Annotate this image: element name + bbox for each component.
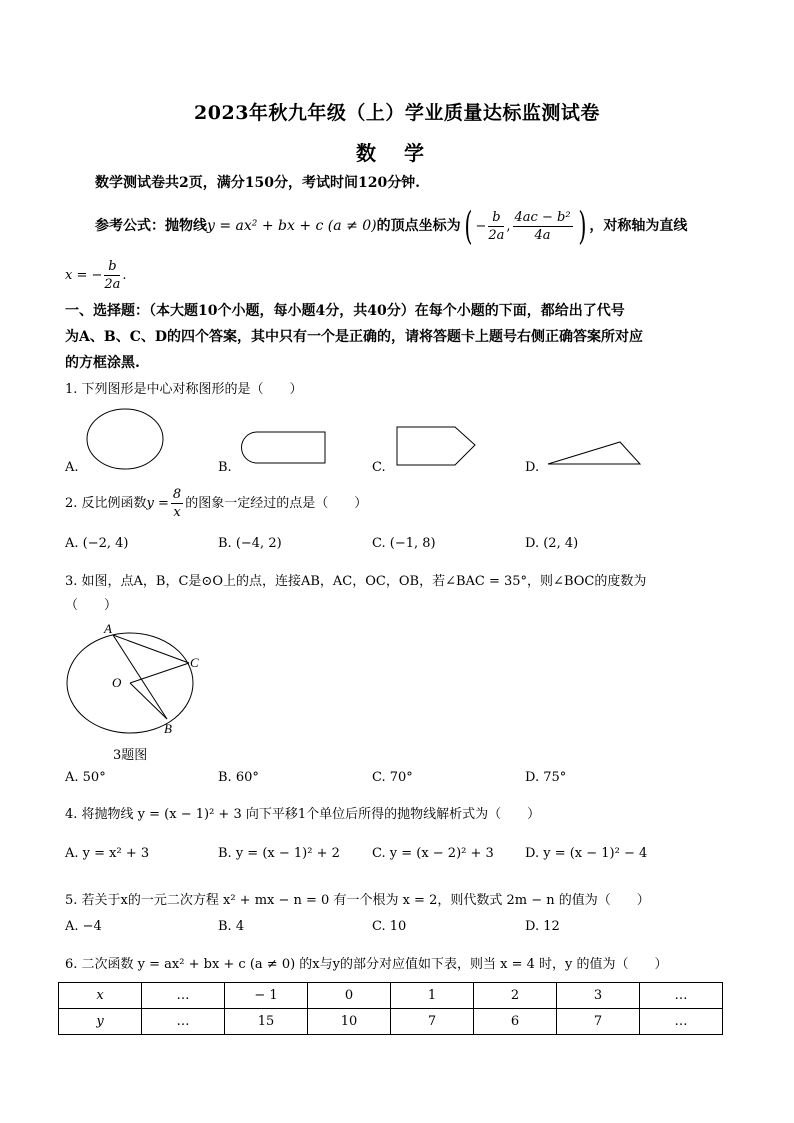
label-b: B (164, 721, 172, 736)
table-cell: 7 (391, 1009, 474, 1035)
q5-option-b: B. 4 (218, 919, 245, 934)
table-cell: … (640, 983, 723, 1009)
q4-option-b: B. y = (x − 1)² + 2 (218, 846, 340, 861)
table-cell: 15 (225, 1009, 308, 1035)
reference-formula: 参考公式：抛物线y = ax² + bx + c (a ≠ 0)的顶点坐标为( − $\frac{b}{2a}$ , $\frac{\text{4ac − b²}}{4a}$ ) ，对称轴为直线 (95, 204, 688, 248)
table-cell: … (142, 1009, 225, 1035)
q4-option-c: C. y = (x − 2)² + 3 (372, 846, 494, 861)
q1-option-b: B. (218, 460, 232, 475)
question-3-paren: （ ） (65, 598, 118, 613)
page-title: 2023年秋九年级（上）学业质量达标监测试卷 (194, 102, 600, 124)
q5-option-d: D. 12 (525, 919, 560, 934)
q2-option-d: D. (2, 4) (525, 536, 579, 551)
segment-oc (130, 663, 189, 683)
vertex-y-fraction: $\frac{\text{4ac − b²}}{4a}$ (514, 209, 571, 243)
exam-info: 数学测试卷共2页，满分150分，考试时间120分钟. (95, 175, 421, 191)
q3-circle-diagram (60, 615, 220, 740)
table-cell: 7 (557, 1009, 640, 1035)
label-a: A (104, 621, 112, 636)
question-4-stem: 4. 将抛物线 y = (x − 1)² + 3 向下平移1个单位后所得的抛物线解析式为（ ） (65, 807, 541, 822)
table-cell: 6 (474, 1009, 557, 1035)
q3-option-c: C. 70° (372, 770, 413, 785)
table-cell: − 1 (225, 983, 308, 1009)
table-cell: 1 (391, 983, 474, 1009)
q5-option-c: C. 10 (372, 919, 407, 934)
vertex-x-fraction: $\frac{b}{2a}$ (488, 209, 505, 243)
question-3-stem: 3. 如图，点A，B，C是⊙O上的点，连接AB，AC，OC，OB，若∠BAC = 35°，则∠BOC的度数为 (65, 574, 647, 589)
q3-option-b: B. 60° (218, 770, 259, 785)
question-2-stem: 2. 反比例函数y = $\frac{8}{x}$ 的图象一定经过的点是（ ） (65, 487, 368, 520)
q1-pentagon-shape (397, 427, 475, 465)
label-c: C (190, 655, 199, 670)
q5-option-a: A. −4 (65, 919, 102, 934)
axis-of-symmetry: x = − $\frac{b}{2a}$ . (65, 259, 127, 292)
table-cell: 3 (557, 983, 640, 1009)
table-row-y (59, 1009, 723, 1035)
q1-option-c: C. (372, 460, 386, 475)
table-row-x (59, 983, 723, 1009)
q4-option-a: A. y = x² + 3 (65, 846, 150, 861)
q3-option-a: A. 50° (65, 770, 106, 785)
question-1-stem: 1. 下列图形是中心对称图形的是（ ） (65, 382, 303, 397)
section-heading-line1: 一、选择题：（本大题10个小题，每小题4分，共40分）在每个小题的下面，都给出了代号 (65, 303, 625, 319)
table-cell: 2 (474, 983, 557, 1009)
segment-ac (113, 635, 189, 663)
q2-option-a: A. (−2, 4) (65, 536, 129, 551)
table-cell: … (640, 1009, 723, 1035)
label-o: O (112, 675, 122, 690)
parabola-equation: y = ax² + bx + c (a ≠ 0) (207, 218, 377, 234)
value-table (58, 982, 723, 1035)
q1-rounded-rect-shape (242, 432, 325, 463)
question-6-stem: 6. 二次函数 y = ax² + bx + c (a ≠ 0) 的x与y的部分对应值如下表，则当 x = 4 时，y 的值为（ ） (65, 957, 668, 972)
q2-option-c: C. (−1, 8) (372, 536, 436, 551)
q1-triangle-shape (548, 442, 640, 464)
table-cell: … (142, 983, 225, 1009)
section-heading-line2: 为A、B、C、D的四个答案，其中只有一个是正确的，请将答题卡上题号右侧正确答案所对应 (65, 329, 643, 345)
q1-option-a: A. (65, 460, 79, 475)
table-cell: x (59, 983, 142, 1009)
q4-option-d: D. y = (x − 1)² − 4 (525, 846, 648, 861)
table-cell: 0 (308, 983, 391, 1009)
q3-option-d: D. 75° (525, 770, 567, 785)
q3-figure-caption: 3题图 (113, 748, 148, 763)
question-5-stem: 5. 若关于x的一元二次方程 x² + mx − n = 0 有一个根为 x = 2，则代数式 2m − n 的值为（ ） (65, 893, 650, 908)
q1-option-d: D. (525, 460, 540, 475)
q2-option-b: B. (−4, 2) (218, 536, 282, 551)
segment-ob (130, 683, 167, 719)
q1-circle-shape (87, 409, 163, 469)
table-cell: y (59, 1009, 142, 1035)
section-heading-line3: 的方框涂黑. (65, 355, 140, 371)
table-cell: 10 (308, 1009, 391, 1035)
subject-title: 数学 (356, 141, 452, 165)
